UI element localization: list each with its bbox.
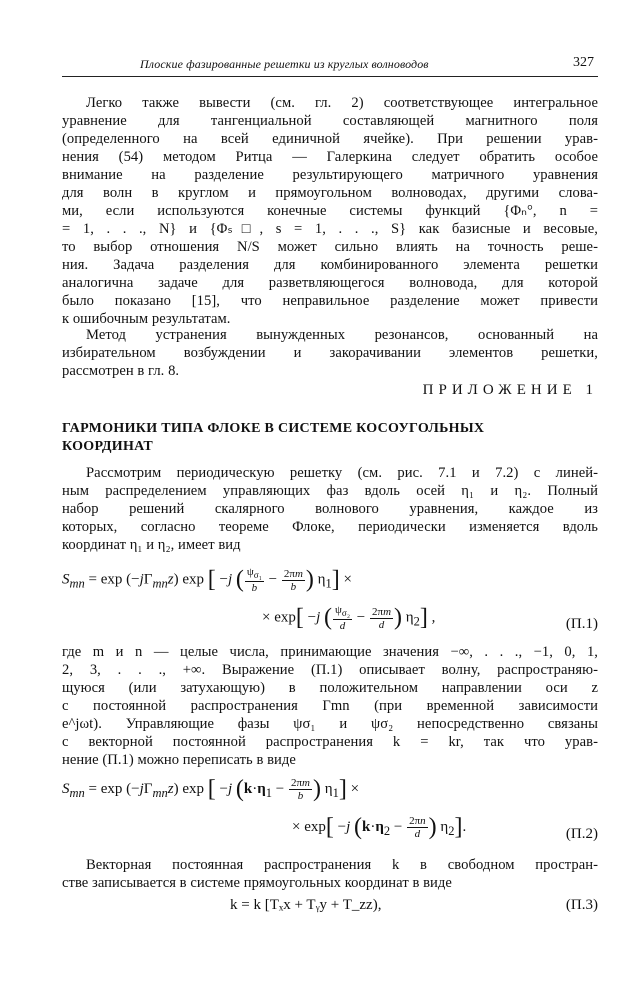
text-line: для волн в круглом и прямоугольном волноводах, другими слова- xyxy=(62,185,598,201)
text-line: щуюся (или затухающую) в положительном направлении оси z xyxy=(62,680,598,696)
paragraph-5 xyxy=(62,856,598,892)
equation-1-number: (П.1) xyxy=(565,616,598,632)
text-line: стве записывается в системе прямоугольных координат в виде xyxy=(62,875,452,891)
text-line: 2, 3, . . ., +∞. Выражение (П.1) описывает волну, распространяю- xyxy=(62,662,598,678)
paragraph-3 xyxy=(62,464,598,554)
text-line: Векторная постоянная распространения k в свободном простран- xyxy=(86,857,598,873)
equation-2-line-1: $S_{mn} = \exp (-j\Gamma_{mn}z)$ exp [ −j ($k\cdot\eta_1$ − $\frac{2\pi m}{b}$ ) $\eta_1$] × xyxy=(62,776,360,802)
text-line: к ошибочным результатам. xyxy=(62,311,231,327)
equation-2-line-2: × exp[ −j ($k\cdot\eta_2$ − $\frac{2\pi n}{d}$ ) $\eta_2$]. xyxy=(292,814,467,840)
text-line: где m и n — целые числа, принимающие значения −∞, . . ., −1, 0, 1, xyxy=(62,644,598,660)
text-line: Рассмотрим периодическую решетку (см. рис. 7.1 и 7.2) с линей- xyxy=(86,465,598,481)
text-line: то выбор отношения N/S может сильно влиять на точность реше- xyxy=(62,239,598,255)
text-line: ми, если используются конечные системы функций {Φₙ°, n = xyxy=(62,203,598,219)
running-head xyxy=(62,52,598,77)
text-line: аналогична задаче для разветвляющегося волновода, для которой xyxy=(62,275,598,291)
equation-1-line-1: $S_{mn} = \exp (-j\Gamma_{mn}z)$ exp [ −j ( $\frac{\psi_{\sigma_1}}{b}$ − $\frac{2\pi m}{b}$ ) $\eta_1$] × xyxy=(62,566,352,595)
text-line: с постоянной распространения Γmn (при временной зависимости xyxy=(62,698,598,714)
text-line: координат η₁ и η₂, имеет вид xyxy=(62,537,241,553)
text-line: = 1, . . ., N} и {Φₛ□, s = 1, . . ., S} как базисные и весовые, xyxy=(62,221,598,237)
text-line: ния. Задача разделения для комбинированного элемента решетки xyxy=(62,257,598,273)
equation-1-line-2: × exp[ −j ( $\frac{\psi_{\sigma_2}}{d}$ − $\frac{2\pi m}{d}$ ) $\eta_2$] , xyxy=(262,604,436,633)
paragraph-4 xyxy=(62,643,598,769)
text-line: уравнение для тангенциальной составляющей магнитного поля xyxy=(62,113,598,129)
equation-3: k = k [Tₓx + Tᵧy + T_zz), xyxy=(230,897,382,913)
equation-3-number: (П.3) xyxy=(565,897,598,913)
text-line: с векторной постоянной распространения k = kr, так что урав- xyxy=(62,734,598,750)
text-line: нения (54) методом Ритца — Галеркина следует обратить особое xyxy=(62,149,598,165)
text-line: внимание на разделение результирующего матричного уравнения xyxy=(62,167,598,183)
appendix-label: ПРИЛОЖЕНИЕ 1 xyxy=(422,382,598,398)
text-line: ным распределением управляющих фаз вдоль осей η₁ и η₂. Полный xyxy=(62,483,598,499)
running-head-title: Плоские фазированные решетки из круглых волноводов xyxy=(140,57,429,71)
text-line: рассмотрен в гл. 8. xyxy=(62,363,180,379)
text-line: которых, согласно теореме Флоке, периодически изменяется вдоль xyxy=(62,519,598,535)
text-line: нение (П.1) можно переписать в виде xyxy=(62,752,296,768)
text-line: набор решений скалярного волнового уравнения, каждое из xyxy=(62,501,598,517)
equation-2-number: (П.2) xyxy=(565,826,598,842)
text-line: Метод устранения вынужденных резонансов, основанный на xyxy=(86,327,598,343)
text-line: e^jωt). Управляющие фазы ψσ₁ и ψσ₂ непосредственно связаны xyxy=(62,716,598,732)
paragraph-2 xyxy=(62,326,598,380)
text-line: было показано [15], что неправильное разделение может привести xyxy=(62,293,598,309)
page-number: 327 xyxy=(573,55,594,70)
text-line: избирательном возбуждении и закорачивании элементов решетки, xyxy=(62,345,598,361)
section-heading: ГАРМОНИКИ ТИПА ФЛОКЕ В СИСТЕМЕ КОСОУГОЛЬНЫХ КООРДИНАТ xyxy=(62,421,485,454)
text-line: Легко также вывести (см. гл. 2) соответствующее интегральное xyxy=(86,95,598,111)
text-line: (определенного на всей единичной ячейке). При решении урав- xyxy=(62,131,598,147)
paragraph-1 xyxy=(62,94,598,328)
